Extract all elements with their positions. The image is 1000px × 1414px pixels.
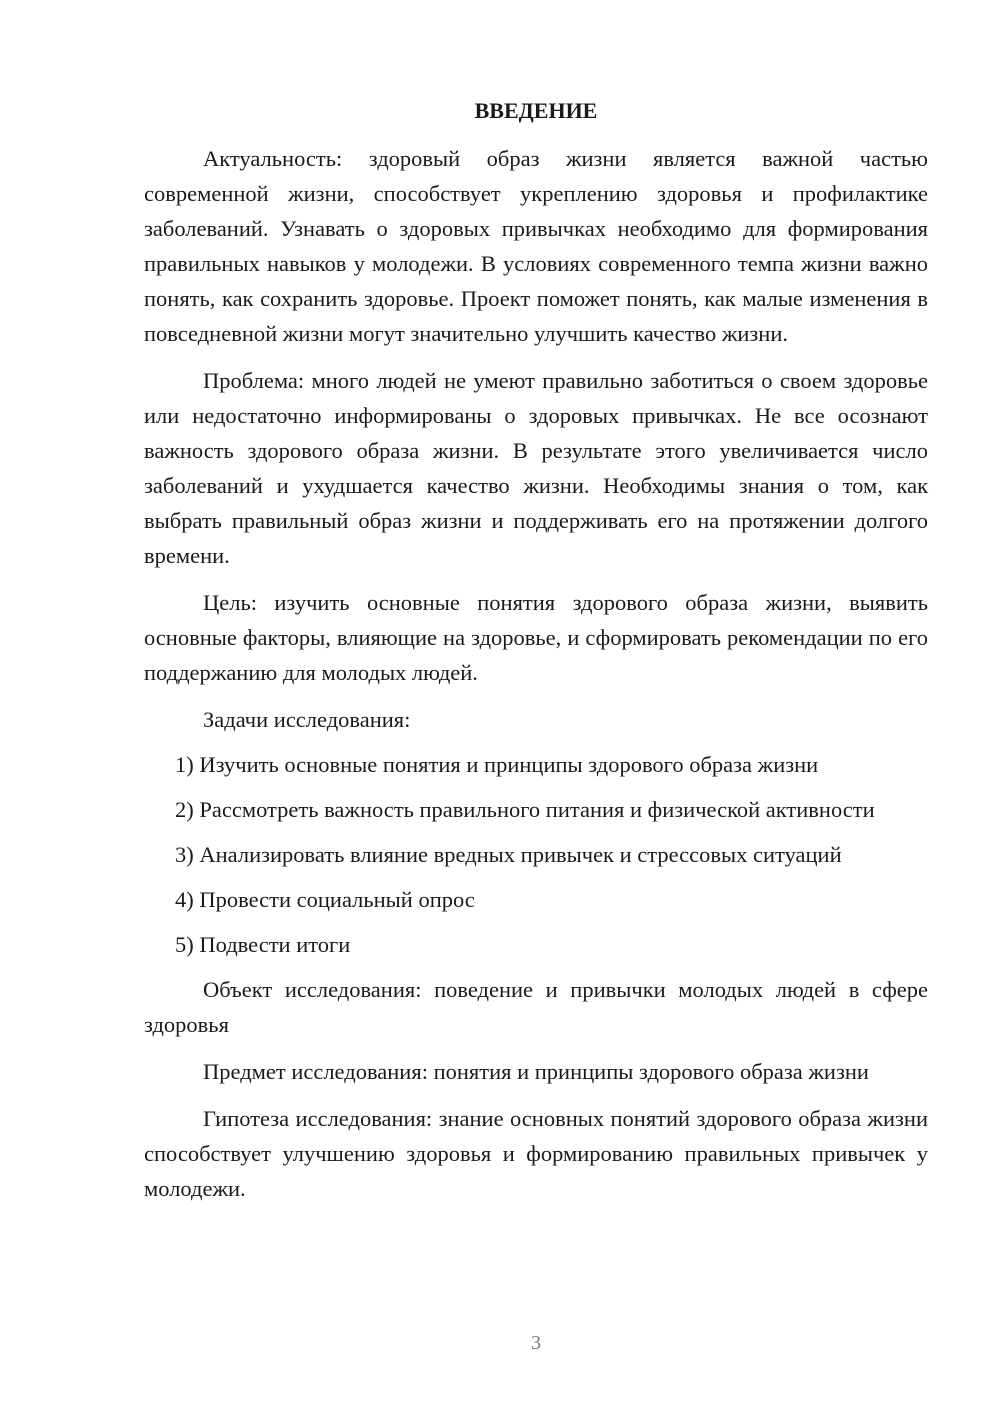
list-item: 3) Анализировать влияние вредных привычек и стрессовых ситуаций xyxy=(175,842,842,867)
goal-paragraph: Цель: изучить основные понятия здорового образа жизни, выявить основные факторы, влияющие на здоровье, и сформировать рекомендации по его поддержанию для молодых людей. xyxy=(144,590,928,685)
relevance-paragraph: Актуальность: здоровый образ жизни является важной частью современной жизни, способствует укреплению здоровья и профилактике заболеваний. Узнавать о здоровых привычках необходимо для формирования правильных навыков у молодежи. В условиях современного темпа жизни важно понять, как сохранить здоровье. Проект поможет понять, как малые изменения в повседневной жизни могут значительно улучшить качество жизни. xyxy=(144,146,928,346)
list-item: 1) Изучить основные понятия и принципы здорового образа жизни xyxy=(175,752,819,777)
subject-paragraph: Предмет исследования: понятия и принципы здорового образа жизни xyxy=(203,1059,869,1084)
tasks-list xyxy=(144,747,928,962)
list-item: 4) Провести социальный опрос xyxy=(175,887,475,912)
page-title: ВВЕДЕНИЕ xyxy=(474,98,598,123)
object-paragraph: Объект исследования: поведение и привычки молодых людей в сфере здоровья xyxy=(144,977,928,1037)
list-item: 5) Подвести итоги xyxy=(175,932,351,957)
hypothesis-paragraph: Гипотеза исследования: знание основных понятий здорового образа жизни способствует улучшению здоровья и формированию правильных привычек у молодежи. xyxy=(144,1106,928,1201)
list-item: 2) Рассмотреть важность правильного питания и физической активности xyxy=(175,797,875,822)
page-number: 3 xyxy=(531,1332,541,1354)
tasks-heading: Задачи исследования: xyxy=(203,707,411,732)
document-body xyxy=(144,93,928,1218)
problem-paragraph: Проблема: много людей не умеют правильно заботиться о своем здоровье или недостаточно информированы о здоровых привычках. Не все осознают важность здорового образа жизни. В результате этого увеличивается число заболеваний и ухудшается качество жизни. Необходимы знания о том, как выбрать правильный образ жизни и поддерживать его на протяжении долгого времени. xyxy=(144,368,928,568)
